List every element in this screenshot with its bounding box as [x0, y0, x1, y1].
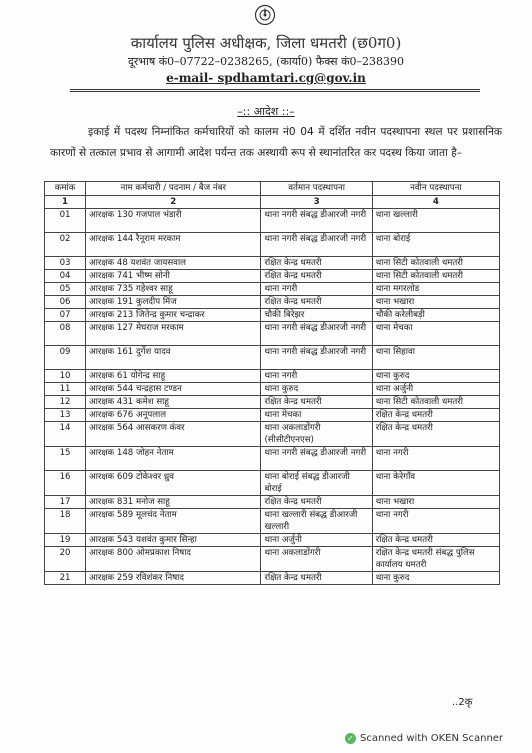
order-intro-text: इकाई में पदस्थ निम्नांकित कर्मचारियों को कालम नं0 04 में दर्शित नवीन पदस्थापना स्थल पर प्रशासनिक कारणों से तत्काल प्रभाव से आगामी आदेश पर्यन्त तक अस्थायी रूप से स्थानांतरित कर पदस्थ किया जाता है– — [50, 126, 502, 159]
cell-current-posting: चौकी बिरेझर — [261, 309, 372, 322]
cell-new-posting: थाना खल्लारी — [372, 209, 499, 233]
cell-new-posting: थाना सिटी कोतवाली धमतरी — [372, 257, 499, 270]
cell-employee: आरक्षक 676 अनूपलाल — [86, 409, 261, 422]
cell-employee: आरक्षक 144 रैनूराम मरकाम — [86, 233, 261, 257]
cell-new-posting: थाना कुरुद — [372, 370, 499, 383]
cell-current-posting: थाना बोराई संबद्ध डीआरजी बोराई — [261, 471, 372, 496]
cell-employee: आरक्षक 800 ओमप्रकाश निषाद — [86, 547, 261, 572]
cell-serial: 15 — [45, 447, 86, 471]
table-row — [45, 534, 500, 547]
cell-employee: आरक्षक 148 जोहन नेताम — [86, 447, 261, 471]
column-number: 2 — [86, 196, 261, 209]
cell-new-posting: चौकी करेलीबड़ी — [372, 309, 499, 322]
cell-new-posting: रक्षित केन्द्र धमतरी — [372, 422, 499, 447]
cell-serial: 20 — [45, 547, 86, 572]
scanner-text: Scanned with OKEN Scanner — [360, 733, 504, 744]
cell-serial: 11 — [45, 383, 86, 396]
table-body — [45, 209, 500, 585]
order-intro-paragraph — [50, 122, 502, 164]
header-divider — [70, 91, 480, 92]
cell-current-posting: रक्षित केन्द्र धमतरी — [261, 572, 372, 585]
cell-employee: आरक्षक 431 कमेश साहू — [86, 396, 261, 409]
cell-current-posting: रक्षित केन्द्र धमतरी — [261, 257, 372, 270]
cell-current-posting: थाना नगरी — [261, 370, 372, 383]
cell-current-posting: थाना खल्लारी संबद्ध डीआरजी खल्लारी — [261, 509, 372, 534]
cell-new-posting: थाना नगरी — [372, 447, 499, 471]
cell-serial: 03 — [45, 257, 86, 270]
email-address: e-mail- spdhamtari.cg@gov.in — [166, 71, 366, 85]
cell-employee: आरक्षक 544 चन्द्रहास टण्डन — [86, 383, 261, 396]
table-row — [45, 409, 500, 422]
check-icon: ✓ — [345, 733, 356, 744]
table-row — [45, 322, 500, 346]
cell-serial: 18 — [45, 509, 86, 534]
cell-employee: आरक्षक 589 मूलचंद नेताम — [86, 509, 261, 534]
cell-serial: 14 — [45, 422, 86, 447]
cell-serial: 04 — [45, 270, 86, 283]
cell-serial: 21 — [45, 572, 86, 585]
cell-new-posting: रक्षित केन्द्र धमतरी — [372, 534, 499, 547]
cell-new-posting: थाना सिटी कोतवाली धमतरी — [372, 270, 499, 283]
table-row — [45, 496, 500, 509]
table-row — [45, 370, 500, 383]
table-row — [45, 309, 500, 322]
table-row — [45, 257, 500, 270]
cell-new-posting: थाना भखारा — [372, 296, 499, 309]
cell-current-posting: थाना अकलाडोंगरी — [261, 547, 372, 572]
header-current-posting: वर्तमान पदस्थापना — [261, 182, 372, 196]
table-row — [45, 283, 500, 296]
cell-serial: 19 — [45, 534, 86, 547]
cell-current-posting: थाना कुरुद — [261, 383, 372, 396]
column-number: 1 — [45, 196, 86, 209]
cell-serial: 13 — [45, 409, 86, 422]
cell-new-posting: रक्षित केन्द्र धमतरी — [372, 409, 499, 422]
cell-current-posting: रक्षित केन्द्र धमतरी — [261, 396, 372, 409]
cell-serial: 02 — [45, 233, 86, 257]
cell-current-posting: थाना नगरी संबद्ध डीआरजी नगरी — [261, 447, 372, 471]
cell-serial: 05 — [45, 283, 86, 296]
cell-current-posting: थाना नगरी संबद्ध डीआरजी नगरी — [261, 346, 372, 370]
cell-serial: 06 — [45, 296, 86, 309]
table-row — [45, 383, 500, 396]
cell-current-posting: थाना नगरी संबद्ध डीआरजी नगरी — [261, 209, 372, 233]
cell-employee: आरक्षक 130 गजपाल भंडारी — [86, 209, 261, 233]
email-line — [0, 71, 532, 85]
cell-new-posting: रक्षित केन्द्र धमतरी संबद्ध पुलिस कार्यालय धमतरी — [372, 547, 499, 572]
phone-fax-line: दूरभाष कं0–07722–0238265, (कार्या0) फैक्स कं0–238390 — [127, 55, 405, 68]
cell-new-posting: थाना भखारा — [372, 496, 499, 509]
column-number: 3 — [261, 196, 372, 209]
cell-new-posting: थाना केरेगाँव — [372, 471, 499, 496]
cell-employee: आरक्षक 61 योगेन्द्र साहू — [86, 370, 261, 383]
table-row — [45, 547, 500, 572]
table-header-row — [45, 182, 500, 196]
cell-new-posting: थाना सिटी कोतवाली धमतरी — [372, 396, 499, 409]
cell-serial: 09 — [45, 346, 86, 370]
header-serial: कमांक — [45, 182, 86, 196]
column-number-row — [45, 196, 500, 209]
cell-current-posting: रक्षित केन्द्र धमतरी — [261, 296, 372, 309]
cell-serial: 10 — [45, 370, 86, 383]
cell-new-posting: थाना अर्जुनी — [372, 383, 499, 396]
cell-employee: आरक्षक 564 आसकरण कंवर — [86, 422, 261, 447]
table-row — [45, 346, 500, 370]
cell-new-posting: थाना कुरुद — [372, 572, 499, 585]
header-new-posting: नवीन पदस्थापना — [372, 182, 499, 196]
cell-employee: आरक्षक 127 मेघराज मरकाम — [86, 322, 261, 346]
page-continuation: ..2कृ — [452, 697, 473, 708]
cell-serial: 16 — [45, 471, 86, 496]
cell-current-posting: थाना अर्जुनी — [261, 534, 372, 547]
cell-current-posting: थाना अकलाडोंगरी (सीसीटीएनएस) — [261, 422, 372, 447]
cell-new-posting: थाना मगरलोड — [372, 283, 499, 296]
cell-serial: 07 — [45, 309, 86, 322]
cell-new-posting: थाना बोराई — [372, 233, 499, 257]
table-row — [45, 296, 500, 309]
cell-employee: आरक्षक 609 टोकेश्वर ध्रुव — [86, 471, 261, 496]
scanner-watermark — [345, 733, 503, 744]
cell-serial: 17 — [45, 496, 86, 509]
cell-new-posting: थाना मेचका — [372, 322, 499, 346]
cell-serial: 12 — [45, 396, 86, 409]
cell-current-posting: थाना नगरी संबद्ध डीआरजी नगरी — [261, 322, 372, 346]
table-row — [45, 270, 500, 283]
cell-employee: आरक्षक 543 यशवंत कुमार सिन्हा — [86, 534, 261, 547]
cell-serial: 01 — [45, 209, 86, 233]
cell-employee: आरक्षक 191 कुलदीप मिंज — [86, 296, 261, 309]
cell-serial: 08 — [45, 322, 86, 346]
cell-current-posting: थाना नगरी — [261, 283, 372, 296]
table-row — [45, 572, 500, 585]
cell-employee: आरक्षक 741 भीष्म सोनी — [86, 270, 261, 283]
police-emblem-icon — [254, 4, 276, 26]
table-row — [45, 422, 500, 447]
column-number: 4 — [372, 196, 499, 209]
cell-employee: आरक्षक 259 रविशंकर निषाद — [86, 572, 261, 585]
table-row — [45, 509, 500, 534]
cell-employee: आरक्षक 213 जितेन्द्र कुमार चन्द्राकर — [86, 309, 261, 322]
transfer-table — [44, 181, 500, 585]
table-row — [45, 471, 500, 496]
cell-current-posting: रक्षित केन्द्र धमतरी — [261, 496, 372, 509]
table-row — [45, 233, 500, 257]
cell-current-posting: थाना मेचका — [261, 409, 372, 422]
table-row — [45, 209, 500, 233]
cell-new-posting: थाना सिहावा — [372, 346, 499, 370]
cell-employee: आरक्षक 831 मनोज साहू — [86, 496, 261, 509]
cell-new-posting: थाना नगरी — [372, 509, 499, 534]
header-divider — [70, 89, 480, 90]
table-row — [45, 396, 500, 409]
cell-employee: आरक्षक 161 दुर्गेश यादव — [86, 346, 261, 370]
cell-employee: आरक्षक 48 यशवंत जायसवाल — [86, 257, 261, 270]
office-name: कार्यालय पुलिस अधीक्षक, जिला धमतरी (छ0ग0) — [130, 34, 402, 52]
header-employee: नाम कर्मचारी / पदनाम / बैज नंबर — [86, 182, 261, 196]
order-title: –:: आदेश ::– — [237, 105, 295, 118]
table-row — [45, 447, 500, 471]
cell-current-posting: रक्षित केन्द्र धमतरी — [261, 270, 372, 283]
cell-current-posting: थाना नगरी संबद्ध डीआरजी नगरी — [261, 233, 372, 257]
cell-employee: आरक्षक 735 गहेश्वर साहू — [86, 283, 261, 296]
